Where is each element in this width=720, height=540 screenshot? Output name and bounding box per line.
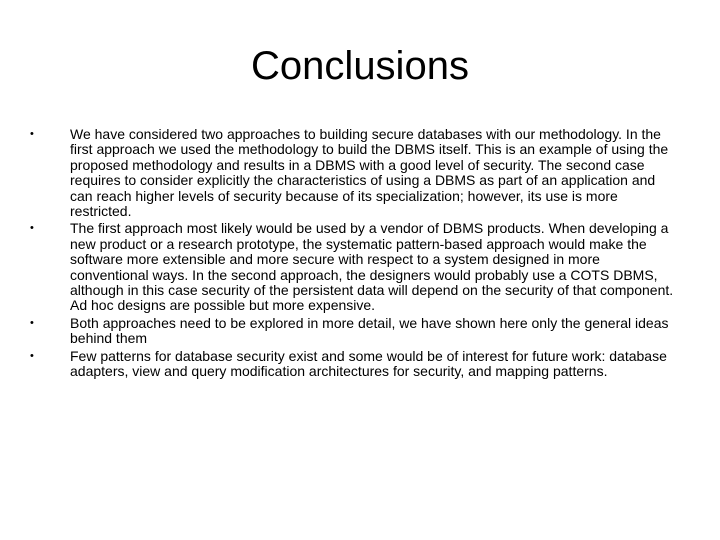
bullet-item xyxy=(30,221,680,313)
bullet-item xyxy=(30,349,680,380)
bullet-item xyxy=(30,127,680,219)
bullet-dot-icon: • xyxy=(30,128,34,140)
bullet-list xyxy=(30,127,680,382)
bullet-dot-icon: • xyxy=(30,349,34,362)
bullet-dot-icon: • xyxy=(30,316,34,329)
bullet-text: The first approach most likely would be used by a vendor of DBMS products. When developing a new product or a research prototype, the systematic pattern-based approach would make the software more extensible and more secure with respect to a system designed in more conventional ways. In the second approach, the designers would probably use a COTS DBMS, although in this case security of the persistent data will depend on the security of that component. Ad hoc designs are possible but more expensive. xyxy=(70,220,674,314)
bullet-text: Few patterns for database security exist and some would be of interest for future work: database adapters, view and query modification architectures for security, and mapping patterns. xyxy=(70,347,667,380)
slide-title: Conclusions xyxy=(251,44,469,88)
bullet-text: Both approaches need to be explored in more detail, we have shown here only the general ideas behind them xyxy=(70,314,669,347)
bullet-text: We have considered two approaches to building secure databases with our methodology. In the first approach we used the methodology to build the DBMS itself. This is an example of using the proposed methodology and results in a DBMS with a good level of security. The second case requires to consider explicitly the characteristics of using a DBMS as part of an application and can reach higher levels of security because of its specialization; however, its use is more restricted. xyxy=(70,126,669,220)
bullet-item xyxy=(30,316,680,347)
bullet-dot-icon: • xyxy=(30,222,34,235)
